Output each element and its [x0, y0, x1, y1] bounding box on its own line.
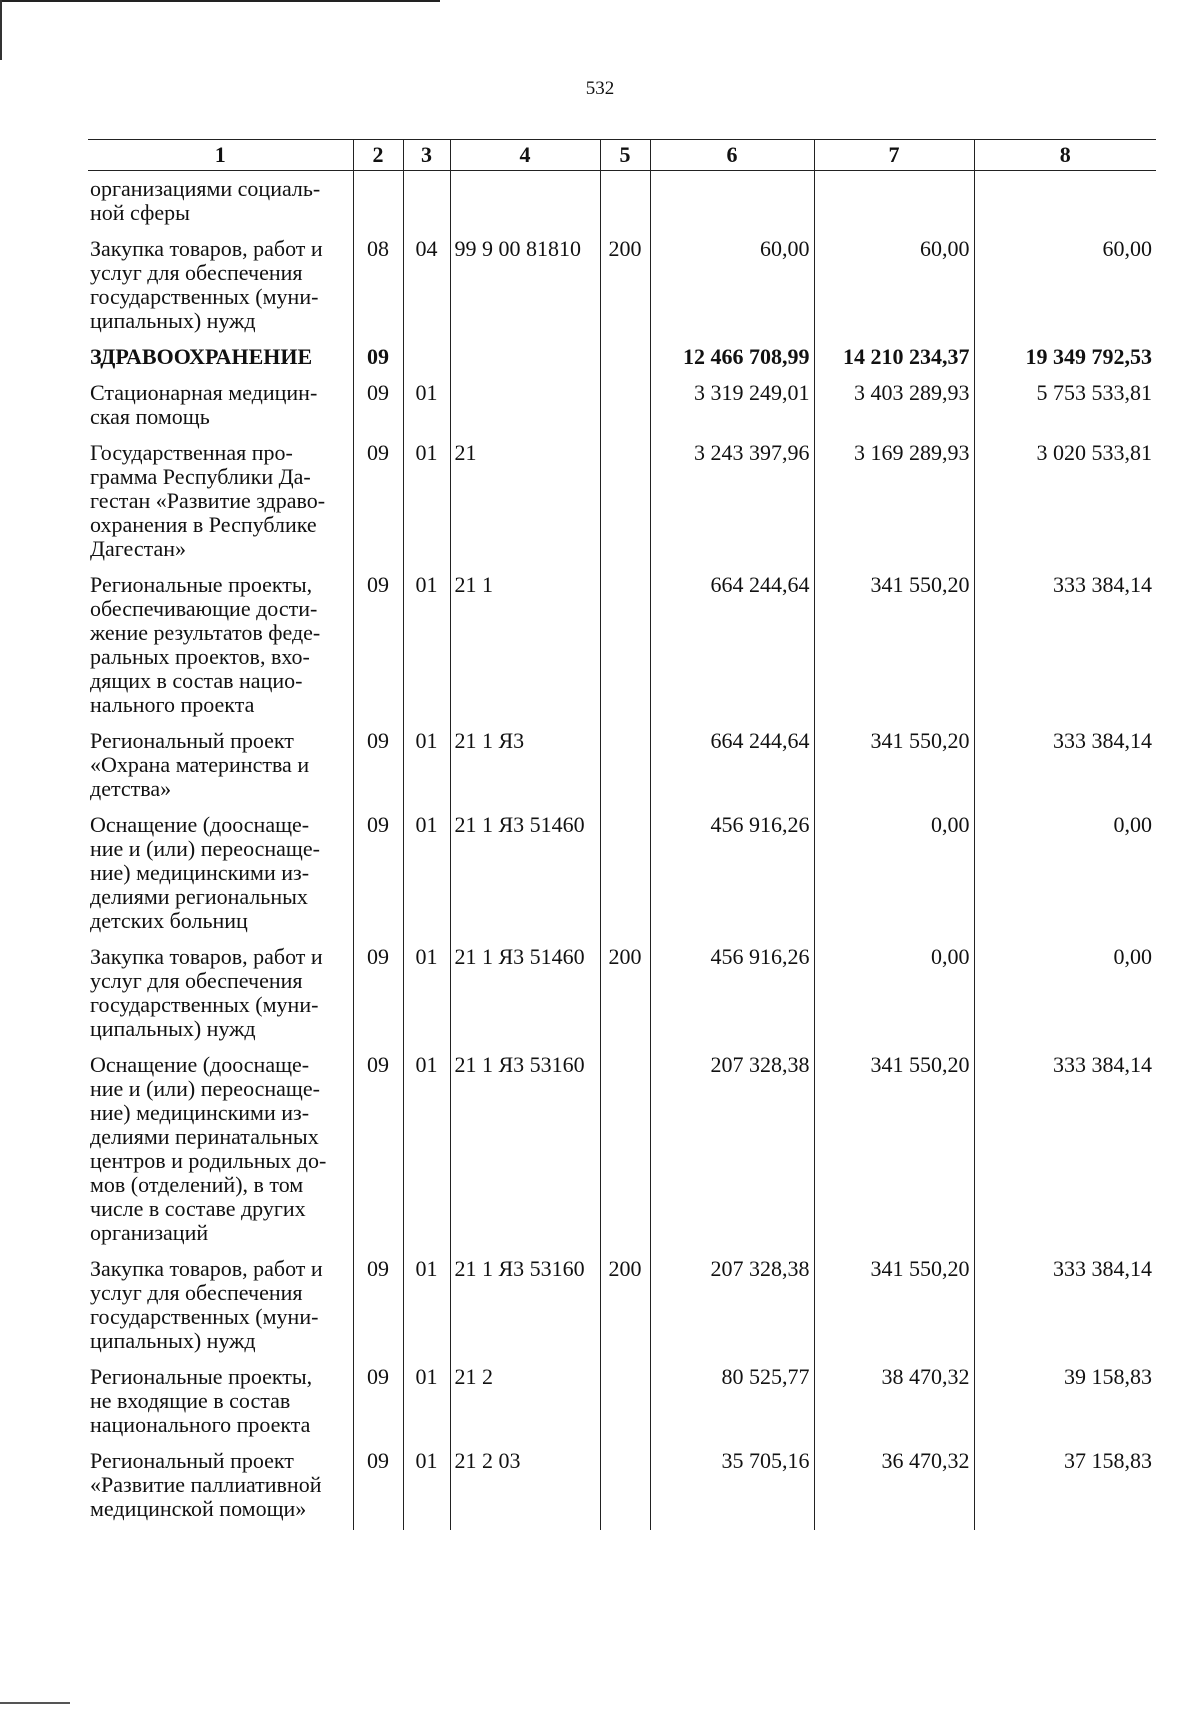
amount-col7-cell: 341 550,20	[814, 570, 974, 726]
amount-col8-cell: 5 753 533,81	[974, 378, 1156, 438]
header-cell-2: 2	[353, 140, 403, 171]
item-name-cell: организациями социаль- ной сферы	[90, 176, 321, 225]
amount-col7-cell: 38 470,32	[814, 1362, 974, 1446]
target-article-cell	[450, 342, 600, 378]
table-body	[88, 171, 1156, 1531]
target-article-cell: 21 1 Я3 51460	[450, 942, 600, 1050]
subsection-code-cell: 01	[403, 1446, 450, 1530]
amount-col6-cell: 35 705,16	[650, 1446, 814, 1530]
amount-col7-cell	[814, 171, 974, 235]
table-row	[88, 378, 1156, 438]
amount-col8-cell: 0,00	[974, 942, 1156, 1050]
amount-col8-cell: 37 158,83	[974, 1446, 1156, 1530]
amount-col7-cell: 341 550,20	[814, 1254, 974, 1362]
section-code-cell	[353, 171, 403, 235]
expense-type-cell	[600, 438, 650, 570]
scan-edge-bottom	[0, 1702, 70, 1704]
header-cell-7: 7	[814, 140, 974, 171]
target-article-cell: 21 1	[450, 570, 600, 726]
table-row	[88, 234, 1156, 342]
section-code-cell: 09	[353, 342, 403, 378]
amount-col7-cell: 341 550,20	[814, 1050, 974, 1254]
amount-col6-cell: 60,00	[650, 234, 814, 342]
target-article-cell: 21 1 Я3 51460	[450, 810, 600, 942]
amount-col7-cell: 341 550,20	[814, 726, 974, 810]
table-row	[88, 342, 1156, 378]
target-article-cell	[450, 171, 600, 235]
target-article-cell: 21 1 Я3 53160	[450, 1050, 600, 1254]
amount-col6-cell: 456 916,26	[650, 942, 814, 1050]
amount-col8-cell: 0,00	[974, 810, 1156, 942]
expense-type-cell	[600, 1362, 650, 1446]
subsection-code-cell: 01	[403, 1050, 450, 1254]
item-name-cell: Оснащение (дооснаще- ние и (или) переоснаще- ние) медицинскими из- делиями перинатальных центров и родильных до- мов (отделений), в том числе в составе других организаций	[90, 1052, 327, 1245]
page-number: 532	[585, 78, 615, 99]
amount-col8-cell: 60,00	[974, 234, 1156, 342]
table-row	[88, 1446, 1156, 1530]
table-row	[88, 810, 1156, 942]
header-cell-1: 1	[88, 140, 353, 171]
subsection-code-cell: 01	[403, 810, 450, 942]
table-row	[88, 570, 1156, 726]
expense-type-cell	[600, 1050, 650, 1254]
subsection-code-cell: 01	[403, 1362, 450, 1446]
amount-col7-cell: 3 403 289,93	[814, 378, 974, 438]
amount-col6-cell	[650, 171, 814, 235]
amount-col6-cell: 80 525,77	[650, 1362, 814, 1446]
table-row	[88, 171, 1156, 235]
section-code-cell: 09	[353, 1050, 403, 1254]
item-name-cell: Закупка товаров, работ и услуг для обеспечения государственных (муни- ципальных) нужд	[90, 1256, 323, 1353]
amount-col6-cell: 3 319 249,01	[650, 378, 814, 438]
subsection-code-cell: 04	[403, 234, 450, 342]
header-cell-6: 6	[650, 140, 814, 171]
header-cell-5: 5	[600, 140, 650, 171]
table-row	[88, 1254, 1156, 1362]
header-cell-4: 4	[450, 140, 600, 171]
item-name-cell: Региональные проекты, не входящие в состав национального проекта	[90, 1364, 313, 1437]
item-name-cell: Стационарная медицин- ская помощь	[90, 380, 318, 429]
expense-type-cell	[600, 378, 650, 438]
section-code-cell: 09	[353, 942, 403, 1050]
scan-edge-top	[0, 0, 440, 2]
expense-type-cell	[600, 171, 650, 235]
header-cell-8: 8	[974, 140, 1156, 171]
amount-col6-cell: 664 244,64	[650, 726, 814, 810]
amount-col8-cell: 333 384,14	[974, 1254, 1156, 1362]
expense-type-cell: 200	[600, 1254, 650, 1362]
table-row	[88, 942, 1156, 1050]
amount-col7-cell: 3 169 289,93	[814, 438, 974, 570]
expense-type-cell	[600, 726, 650, 810]
amount-col6-cell: 664 244,64	[650, 570, 814, 726]
target-article-cell: 99 9 00 81810	[450, 234, 600, 342]
amount-col8-cell: 333 384,14	[974, 570, 1156, 726]
expense-type-cell	[600, 570, 650, 726]
amount-col6-cell: 207 328,38	[650, 1050, 814, 1254]
section-code-cell: 09	[353, 810, 403, 942]
subsection-code-cell: 01	[403, 1254, 450, 1362]
expense-type-cell	[600, 810, 650, 942]
item-name-cell: ЗДРАВООХРАНЕНИЕ	[90, 344, 313, 369]
item-name-cell: Оснащение (дооснаще- ние и (или) переоснаще- ние) медицинскими из- делиями региональных детских больниц	[90, 812, 320, 933]
amount-col7-cell: 0,00	[814, 810, 974, 942]
table-row	[88, 438, 1156, 570]
subsection-code-cell: 01	[403, 726, 450, 810]
target-article-cell: 21 2	[450, 1362, 600, 1446]
amount-col7-cell: 14 210 234,37	[814, 342, 974, 378]
amount-col6-cell: 207 328,38	[650, 1254, 814, 1362]
subsection-code-cell: 01	[403, 570, 450, 726]
target-article-cell: 21 1 Я3 53160	[450, 1254, 600, 1362]
subsection-code-cell	[403, 171, 450, 235]
expense-type-cell: 200	[600, 234, 650, 342]
section-code-cell: 09	[353, 378, 403, 438]
amount-col7-cell: 0,00	[814, 942, 974, 1050]
header-row	[88, 140, 1156, 171]
subsection-code-cell: 01	[403, 438, 450, 570]
section-code-cell: 09	[353, 1446, 403, 1530]
item-name-cell: Региональный проект «Развитие паллиативной медицинской помощи»	[90, 1448, 322, 1521]
target-article-cell	[450, 378, 600, 438]
amount-col8-cell: 19 349 792,53	[974, 342, 1156, 378]
expense-type-cell	[600, 1446, 650, 1530]
subsection-code-cell: 01	[403, 942, 450, 1050]
section-code-cell: 09	[353, 438, 403, 570]
target-article-cell: 21	[450, 438, 600, 570]
item-name-cell: Региональные проекты, обеспечивающие дости- жение результатов феде- ральных проектов, вхо- дящих в состав нацио- нального проекта	[90, 572, 321, 717]
amount-col8-cell: 3 020 533,81	[974, 438, 1156, 570]
budget-table	[88, 139, 1156, 1530]
item-name-cell: Закупка товаров, работ и услуг для обеспечения государственных (муни- ципальных) нужд	[90, 944, 323, 1041]
amount-col6-cell: 456 916,26	[650, 810, 814, 942]
expense-type-cell	[600, 342, 650, 378]
item-name-cell: Государственная про- грамма Республики Да- гестан «Развитие здраво- охранения в Республике Дагестан»	[90, 440, 326, 561]
amount-col8-cell	[974, 171, 1156, 235]
amount-col7-cell: 60,00	[814, 234, 974, 342]
amount-col6-cell: 3 243 397,96	[650, 438, 814, 570]
amount-col8-cell: 333 384,14	[974, 726, 1156, 810]
subsection-code-cell	[403, 342, 450, 378]
scan-edge-left	[0, 0, 2, 60]
amount-col8-cell: 333 384,14	[974, 1050, 1156, 1254]
subsection-code-cell: 01	[403, 378, 450, 438]
item-name-cell: Региональный проект «Охрана материнства и детства»	[90, 728, 310, 801]
target-article-cell: 21 1 Я3	[450, 726, 600, 810]
section-code-cell: 09	[353, 1254, 403, 1362]
expense-type-cell: 200	[600, 942, 650, 1050]
amount-col7-cell: 36 470,32	[814, 1446, 974, 1530]
amount-col6-cell: 12 466 708,99	[650, 342, 814, 378]
section-code-cell: 08	[353, 234, 403, 342]
section-code-cell: 09	[353, 570, 403, 726]
table-row	[88, 1050, 1156, 1254]
section-code-cell: 09	[353, 726, 403, 810]
table-row	[88, 726, 1156, 810]
target-article-cell: 21 2 03	[450, 1446, 600, 1530]
header-cell-3: 3	[403, 140, 450, 171]
amount-col8-cell: 39 158,83	[974, 1362, 1156, 1446]
section-code-cell: 09	[353, 1362, 403, 1446]
item-name-cell: Закупка товаров, работ и услуг для обеспечения государственных (муни- ципальных) нужд	[90, 236, 323, 333]
table-row	[88, 1362, 1156, 1446]
